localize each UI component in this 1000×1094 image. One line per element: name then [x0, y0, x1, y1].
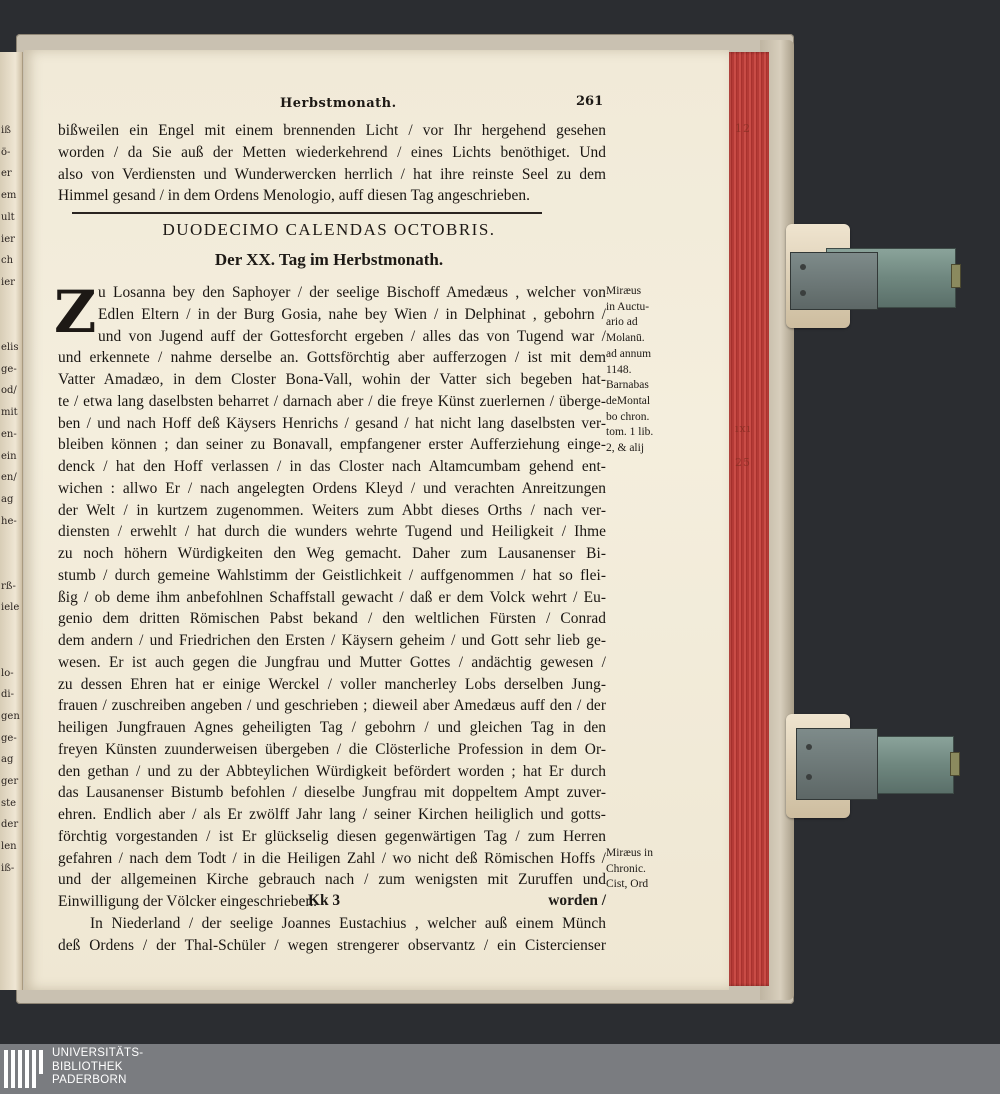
margin-note-line: in Auctu- — [606, 300, 650, 313]
text-line: den gethan / und zu der Abbteylichen Würdigkeit befördert worden ; hat Er durch — [58, 762, 606, 780]
left-page-fragment: ier — [1, 233, 15, 245]
margin-note-line: Miræus in — [606, 847, 653, 859]
text-line: genio dem dritten Römischen Pabst bekand / den weltlichen Fürsten / Conrad — [58, 610, 606, 628]
text-line: zu noch höhern Würdigkeiten den Weg gemacht. Daher zum Lausanenser Bi- — [58, 545, 606, 562]
margin-note-2 — [606, 846, 676, 893]
upper-clasp — [786, 224, 966, 334]
text-line: und von Jugend auff der Gottesforcht ergeben / alles das von Tugend war / — [98, 327, 606, 345]
text-line: Himmel gesand / in dem Ordens Menologio, auff diesen Tag angeschrieben. — [58, 187, 531, 205]
text-line: In Niederland / der seelige Joannes Eustachius , welcher auß einem Münch — [90, 914, 606, 932]
left-page-fragment: he- — [1, 515, 17, 527]
page-edge-mark: 12 — [735, 122, 751, 135]
text-line: diensten / erwehlt / hat durch die wunders wehrte Tugend und Heiligkeit / Ihme — [58, 523, 606, 541]
text-line: ßig / ob deme ihm anbefohlnen Schaffstall gewacht / daß er dem Volck wehrt / Eu- — [58, 588, 606, 606]
opening-paragraph — [58, 120, 606, 207]
left-page-fragment: ag — [1, 754, 14, 766]
margin-note-line: 2, & alij — [606, 442, 645, 455]
left-page-fragment: elis — [1, 342, 19, 353]
text-line: u Losanna bey den Saphoyer / der seelige Bischoff Amedæus , welcher von — [98, 284, 606, 301]
text-line: Vatter Amadæo, in dem Closter Bona-Vall, wohin der Vatter sich begeben hat- — [58, 371, 606, 388]
text-line: förchtig vorgestanden / ist Er glückselig diesen gegenwärtigen Tag / zum Herren — [58, 827, 606, 845]
left-page-fragment: di- — [1, 689, 14, 701]
left-page-fragment: ier — [1, 276, 15, 288]
left-page-fragment: ein — [1, 450, 17, 462]
left-page-fragment: en- — [1, 428, 17, 440]
book-page — [24, 50, 729, 990]
left-page-fragment: ge- — [1, 363, 17, 375]
text-line: zu dessen Ehren hat er einige Werckel / voller mancherley Lobs derselben Jung- — [58, 675, 606, 693]
left-page-fragment: ag — [1, 493, 14, 505]
margin-note-line: Miræus — [606, 285, 642, 297]
library-logo-icon — [0, 1046, 46, 1092]
left-page-fragment: em — [1, 190, 17, 202]
left-page-fragment: mit — [1, 407, 18, 419]
page-edge-mark: ıxı — [735, 422, 752, 435]
margin-note-line: Barnabas — [606, 379, 649, 392]
text-line: frauen / zuschreiben angeben / und geschrieben ; dieweil aber Amedæus auff den / der — [58, 697, 606, 715]
text-line: stumb / durch gemeine Wahlstimm der Geistlichkeit / auffgenommen / hat so flei- — [58, 566, 606, 584]
left-page-fragment: ger — [1, 776, 19, 787]
left-page-fragment: en/ — [1, 472, 17, 484]
section-rule — [72, 212, 542, 214]
left-page-fragment: len — [1, 841, 17, 853]
margin-note-1 — [606, 284, 676, 457]
margin-note-line: bo chron. — [606, 410, 650, 423]
margin-note-line: 1148. — [606, 363, 632, 376]
text-line: dem andern / und Friedrichen den Ersten / Käysern geheim / und Gott sehr lieb ge- — [58, 632, 606, 649]
text-line: Edlen Eltern / in der Burg Gosia, nahe bey Wien / in Delphinat , gebohrn / — [98, 305, 606, 323]
library-name — [52, 1047, 143, 1088]
left-page-fragment: iele — [1, 602, 20, 614]
page-edges-red — [727, 52, 769, 986]
signature-mark: Kk 3 — [308, 892, 341, 909]
text-line: ehren. Endlich aber / als Er zwölff Jahr lang / seiner Kirchen heiliglich und gotts- — [58, 806, 606, 823]
left-page-fragment: ö- — [1, 146, 11, 158]
page-number: 261 — [576, 94, 604, 109]
text-line: Einwilligung der Völcker eingeschrieben. — [58, 893, 318, 910]
margin-note-line: ario ad — [606, 316, 638, 329]
left-page-fragment: lo- — [1, 667, 14, 679]
text-line: denck / hat den Hoff verlassen / in das Closter nach Altamcumbam gehend ent- — [58, 458, 606, 475]
text-line: freyen Künsten zuunderweisen übergeben / die Clösterliche Profession in dem Or- — [58, 740, 606, 758]
left-page-fragment: iß- — [1, 862, 15, 874]
left-page-fragment: iß — [1, 125, 11, 136]
page-edge-mark: 25 — [735, 456, 751, 469]
text-line: bißweilen ein Engel mit einem brennenden Licht / vor Ihr hergehend gesehen — [58, 122, 606, 139]
drop-cap: Z — [54, 278, 97, 346]
library-name-line: PADERBORN — [52, 1074, 127, 1086]
margin-note-line: deMontal — [606, 394, 651, 407]
library-banner — [0, 1044, 1000, 1094]
text-line: worden / da Sie auß der Metten wiederkehrend / eines Lichts benöthiget. Und — [58, 143, 606, 161]
text-line: ben / und nach Hoff deß Käysers Henrichs / gesand / hat nicht lang daselbsten ver- — [58, 414, 606, 432]
text-line: wesen. Er ist auch gegen die Jungfrau und Mutter Gottes / andächtig gewesen / — [58, 653, 606, 671]
library-name-line: UNIVERSITÄTS- — [52, 1047, 144, 1059]
left-page-fragment: gen — [1, 710, 20, 722]
left-page-fragment: ult — [1, 211, 15, 223]
left-page-fragment: der — [1, 819, 19, 831]
margin-note-line: Cist, Ord — [606, 878, 649, 891]
text-line: das Lausanenser Bistumb befohlen / dieselbe Jungfrau mit doppeltem Ampt zuver- — [58, 784, 606, 802]
lower-clasp — [786, 714, 966, 824]
text-line: und der allgemeinen Kirche gebrauch nach / zum wenigsten mit Zuruffen und — [58, 871, 606, 889]
text-line: der Welt / in kurtzem zugenommen. Weiters zum Abbt dieses Orths / nach ver- — [58, 501, 606, 519]
text-line: und erkennete / nahme derselbe an. Gottsförchtig aber aufferzogen / ist mit dem — [58, 349, 606, 367]
library-name-line: BIBLIOTHEK — [52, 1060, 123, 1073]
section-heading-latin: DUODECIMO CALENDAS OCTOBRIS. — [162, 220, 496, 239]
left-page-fragment: ch — [1, 255, 14, 267]
text-line: bleiben können ; dan seiner zu Bonavall, empfangener erster Aufferziehung einge- — [58, 436, 606, 454]
left-page-fragment: ge- — [1, 732, 17, 744]
left-page-fragment: od/ — [1, 385, 17, 397]
running-head-title: Herbstmonath. — [280, 96, 397, 111]
margin-note-line: Molanū. — [606, 332, 645, 345]
left-page-fragment: ste — [1, 797, 17, 809]
text-line: heiligen Jungfrauen Agnes geheiligten Tag / gebohrn / und gleichen Tag in den — [58, 719, 606, 736]
margin-note-line: Chronic. — [606, 862, 646, 875]
left-page-fragment: er — [1, 168, 12, 180]
margin-note-line: ad annum — [606, 347, 652, 360]
text-line: deß Ordens / der Thal-Schüler / wegen strengerer observantz / ein Cistercienser — [58, 936, 606, 954]
margin-note-line: tom. 1 lib. — [606, 426, 654, 439]
text-line: also von Verdiensten und Wunderwercken herrlich / hat ihre reinste Seel zu dem — [58, 165, 606, 183]
left-page-fragment: rß- — [1, 580, 16, 592]
previous-page-sliver — [0, 52, 23, 990]
text-line: gefahren / nach dem Todt / in die Heiligen Zahl / wo nicht deß Römischen Hoffs / — [58, 849, 606, 867]
text-line: wichen : allwo Er / nach angelegten Ordens Kleyd / und verachten Anreitzungen — [58, 479, 606, 497]
text-line: te / etwa lang daselbsten beharret / darnach aber / die freye Künst zuerlernen / überge- — [58, 392, 606, 410]
main-paragraph — [58, 282, 606, 956]
catchword: worden / — [548, 892, 606, 909]
section-heading-day: Der XX. Tag im Herbstmonath. — [214, 250, 444, 269]
